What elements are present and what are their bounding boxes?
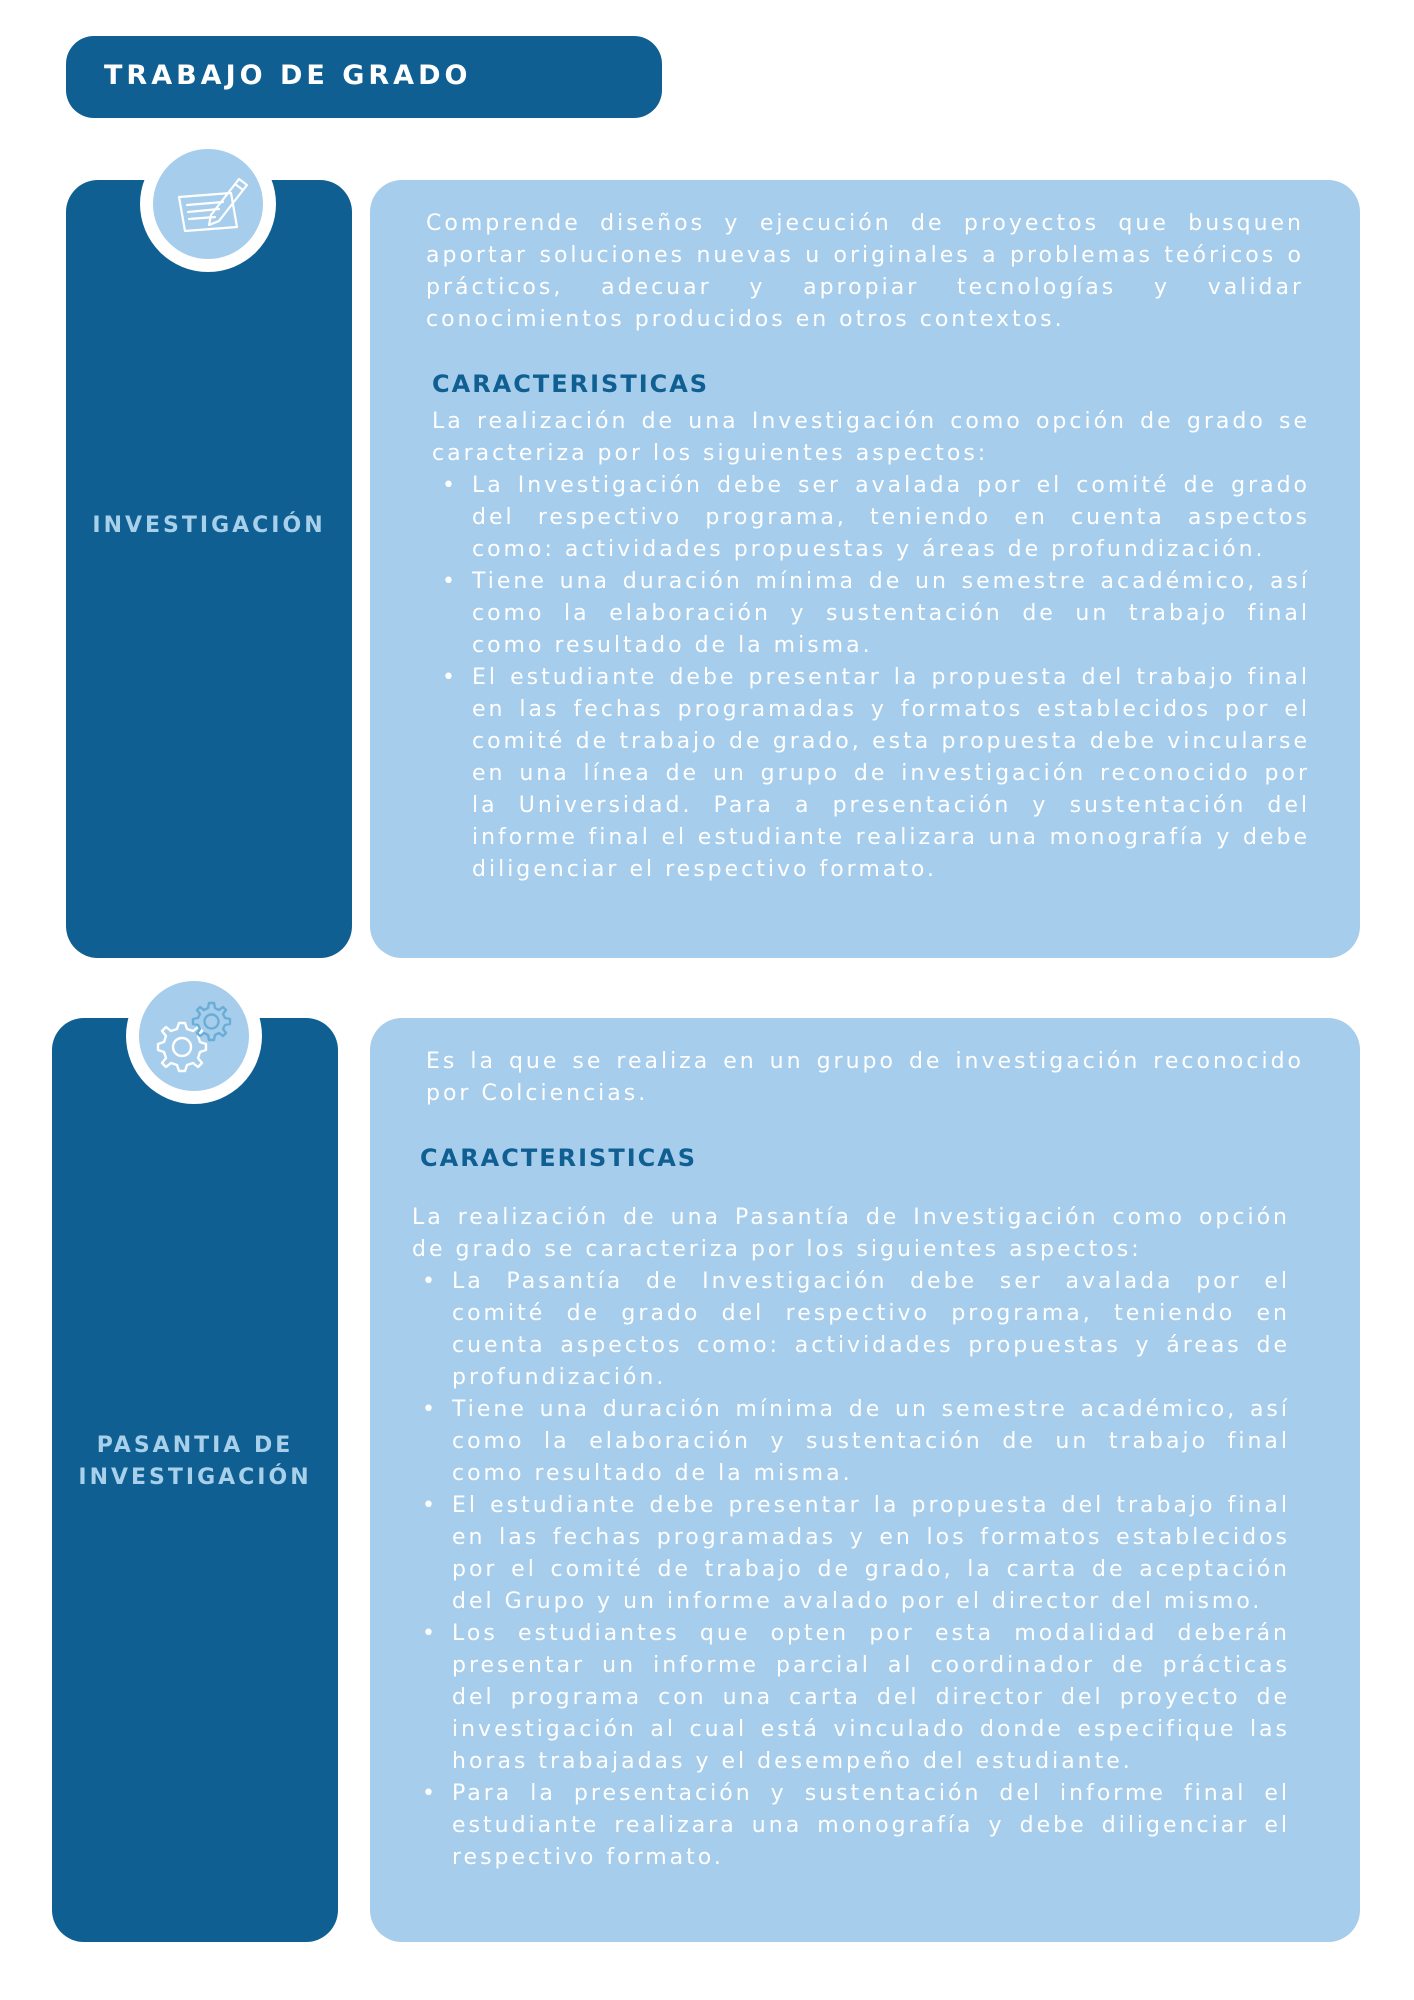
lead-text: La realización de una Investigación como opción de grado se caracteriza por los siguientes aspectos: [432, 409, 1310, 466]
side-panel-pasantia [52, 1018, 338, 1942]
list-item: • Para la presentación y sustentación del informe final el estudiante realizara una monografía y debe diligenciar el respectivo formato. [412, 1778, 1290, 1874]
list-item: • La Pasantía de Investigación debe ser avalada por el comité de grado del respectivo programa, teniendo en cuenta aspectos como: actividades propuestas y áreas de profundización. [412, 1266, 1290, 1394]
content-panel-investigacion [370, 180, 1360, 958]
lead-text: La realización de una Pasantía de Investigación como opción de grado se caracteriza por los siguientes aspectos: [412, 1205, 1290, 1262]
list-item: • El estudiante debe presentar la propuesta del trabajo final en las fechas programadas y en los formatos establecidos por el comité de trabajo de grado, la carta de aceptación del Grupo y un informe avalado por el director del mismo. [412, 1490, 1290, 1618]
section-label-investigacion: INVESTIGACIÓN [92, 513, 326, 538]
bullet-list [412, 1266, 1290, 1874]
section-label-pasantia-line1: PASANTIA DE [96, 1433, 294, 1458]
list-item: • Tiene una duración mínima de un semestre académico, así como la elaboración y sustentación de un trabajo final como resultado de la misma. [412, 1394, 1290, 1490]
content-panel-pasantia [370, 1018, 1360, 1942]
section-label-pasantia-line2: INVESTIGACIÓN [78, 1465, 312, 1490]
intro-text: Es la que se realiza en un grupo de investigación reconocido por Colciencias. [426, 1049, 1304, 1106]
section-heading: CARACTERISTICAS [420, 1144, 698, 1172]
section-heading: CARACTERISTICAS [432, 370, 710, 398]
gears-icon [139, 981, 249, 1091]
pencil-document-icon [153, 149, 263, 259]
list-item: • Tiene una duración mínima de un semestre académico, así como la elaboración y sustentación de un trabajo final como resultado de la misma. [432, 566, 1310, 662]
intro-text: Comprende diseños y ejecución de proyectos que busquen aportar soluciones nuevas u originales a problemas teóricos o prácticos, adecuar y apropiar tecnologías y validar conocimientos producidos en otros contextos. [426, 211, 1304, 332]
side-panel-investigacion [66, 180, 352, 958]
icon-badge-investigacion [140, 136, 276, 272]
header-bar [66, 36, 662, 118]
page-title: TRABAJO DE GRADO [104, 60, 472, 91]
list-item: • El estudiante debe presentar la propuesta del trabajo final en las fechas programadas y formatos establecidos por el comité de trabajo de grado, esta propuesta debe vincularse en una línea de un grupo de investigación reconocido por la Universidad. Para a presentación y sustentación del informe final el estudiante realizara una monografía y debe diligenciar el respectivo formato. [432, 662, 1310, 886]
bullet-list [432, 470, 1310, 886]
list-item: • Los estudiantes que opten por esta modalidad deberán presentar un informe parcial al coordinador de prácticas del programa con una carta del director del proyecto de investigación al cual está vinculado donde especifique las horas trabajadas y el desempeño del estudiante. [412, 1618, 1290, 1778]
list-item: • La Investigación debe ser avalada por el comité de grado del respectivo programa, teniendo en cuenta aspectos como: actividades propuestas y áreas de profundización. [432, 470, 1310, 566]
icon-badge-pasantia [126, 968, 262, 1104]
